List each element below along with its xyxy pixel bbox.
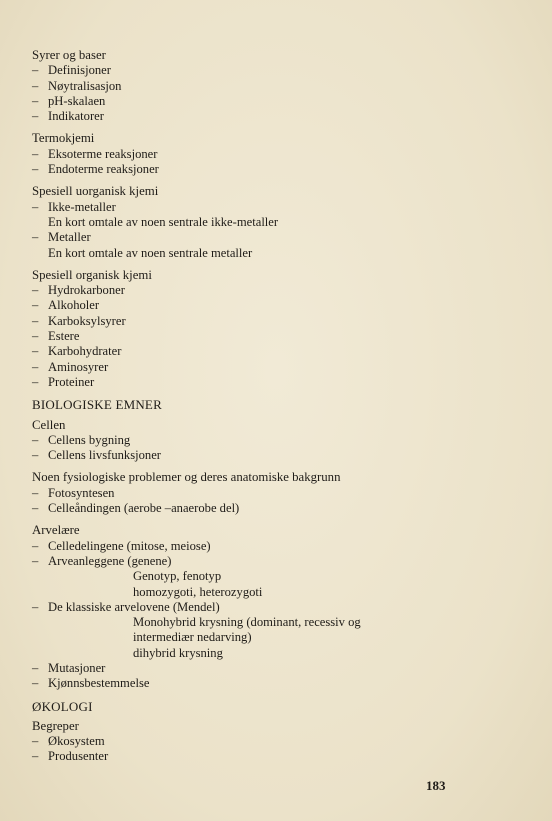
dash: –	[32, 676, 39, 691]
section-heading-okologi: ØKOLOGI	[32, 698, 93, 714]
dash: –	[32, 599, 39, 614]
topic-subitem: homozygoti, heterozygoti	[133, 584, 263, 599]
topic-item: – Indikatorer	[32, 109, 104, 124]
topic-item: – Karbohydrater	[32, 344, 122, 359]
topic-subitem: En kort omtale av noen sentrale metaller	[48, 245, 253, 260]
page-number: 183	[426, 778, 446, 793]
section-uorganisk-kjemi	[32, 184, 532, 260]
section-syrer-og-baser	[32, 48, 532, 124]
topic-item: – Mutasjoner	[32, 660, 106, 675]
dash: –	[32, 538, 39, 553]
dash: –	[32, 432, 39, 447]
topic-item: – Alkoholer	[32, 298, 100, 313]
topic-subitem: dihybrid krysning	[133, 645, 223, 660]
topic-item: – De klassiske arvelovene (Mendel)	[32, 599, 220, 614]
dash: –	[32, 146, 39, 161]
topic-item: – Karboksylsyrer	[32, 313, 126, 328]
section-cellen	[32, 418, 532, 464]
topic-subitem: Monohybrid krysning (dominant, recessiv og	[133, 615, 361, 630]
section-fysiologi	[32, 470, 532, 516]
topic-subitem: intermediær nedarving)	[133, 630, 252, 645]
dash: –	[32, 660, 39, 675]
dash: –	[32, 283, 39, 298]
topic-title: Spesiell uorganisk kjemi	[32, 184, 159, 199]
dash: –	[32, 93, 39, 108]
topic-item: – Cellens livsfunksjoner	[32, 448, 161, 463]
topic-title: Termokjemi	[32, 131, 95, 146]
section-arvelaere	[32, 523, 532, 691]
section-termokjemi	[32, 131, 532, 177]
dash: –	[32, 344, 39, 359]
topic-item: – Nøytralisasjon	[32, 78, 122, 93]
topic-title: Noen fysiologiske problemer og deres anatomiske bakgrunn	[32, 470, 341, 485]
dash: –	[32, 109, 39, 124]
dash: –	[32, 553, 39, 568]
topic-item: – Estere	[32, 329, 80, 344]
dash: –	[32, 162, 39, 177]
dash: –	[32, 374, 39, 389]
topic-title: Begreper	[32, 718, 79, 733]
page-content	[32, 48, 532, 772]
section-heading-biologiske-emner: BIOLOGISKE EMNER	[32, 397, 162, 413]
topic-item: – Produsenter	[32, 749, 109, 764]
topic-item: – Celledelingene (mitose, meiose)	[32, 538, 211, 553]
topic-title: Spesiell organisk kjemi	[32, 267, 152, 282]
dash: –	[32, 359, 39, 374]
topic-item: – Metaller	[32, 230, 91, 245]
dash: –	[32, 199, 39, 214]
topic-item: – Fotosyntesen	[32, 485, 115, 500]
section-begreper	[32, 719, 532, 765]
topic-item: – Endoterme reaksjoner	[32, 162, 159, 177]
topic-item: – Kjønnsbestemmelse	[32, 676, 150, 691]
dash: –	[32, 298, 39, 313]
topic-title: Syrer og baser	[32, 48, 106, 62]
topic-item: – Proteiner	[32, 374, 95, 389]
topic-subitem: En kort omtale av noen sentrale ikke-metaller	[48, 214, 279, 229]
dash: –	[32, 313, 39, 328]
dash: –	[32, 63, 39, 78]
topic-item: – pH-skalaen	[32, 93, 106, 108]
topic-item: – Eksoterme reaksjoner	[32, 146, 158, 161]
dash: –	[32, 230, 39, 245]
topic-item: – Celleåndingen (aerobe –anaerobe del)	[32, 501, 240, 516]
dash: –	[32, 78, 39, 93]
dash: –	[32, 448, 39, 463]
dash: –	[32, 485, 39, 500]
topic-item: – Hydrokarboner	[32, 283, 125, 298]
topic-item: – Ikke-metaller	[32, 199, 116, 214]
topic-item: – Arveanleggene (genene)	[32, 553, 172, 568]
topic-item: – Aminosyrer	[32, 359, 109, 374]
topic-title: Cellen	[32, 417, 66, 432]
topic-subitem: Genotyp, fenotyp	[133, 569, 222, 584]
dash: –	[32, 501, 39, 516]
dash: –	[32, 329, 39, 344]
topic-title: Arvelære	[32, 523, 80, 538]
topic-item: – Cellens bygning	[32, 432, 131, 447]
dash: –	[32, 749, 39, 764]
topic-item: – Definisjoner	[32, 63, 111, 78]
section-organisk-kjemi	[32, 268, 532, 390]
dash: –	[32, 734, 39, 749]
topic-item: – Økosystem	[32, 734, 105, 749]
